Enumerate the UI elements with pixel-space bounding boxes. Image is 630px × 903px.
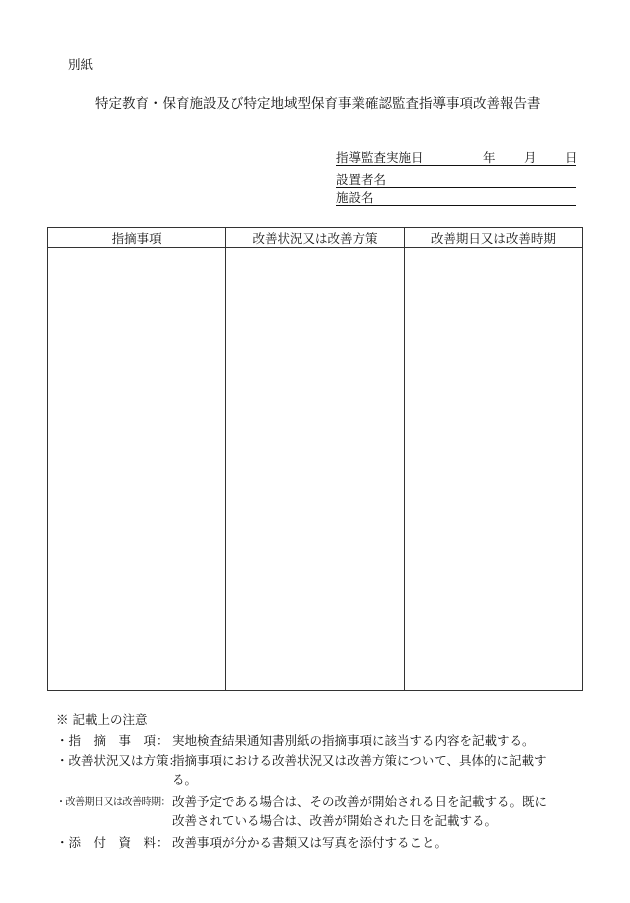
note-label: ・改善状況又は方策： xyxy=(56,753,182,768)
note-label: ・指 摘 事 項： xyxy=(56,733,169,748)
establisher-line xyxy=(336,170,576,188)
findings-cell xyxy=(48,248,226,691)
facility-label: 施設名 xyxy=(336,190,374,205)
month-label: 月 xyxy=(524,150,537,165)
annex-label: 別紙 xyxy=(68,57,94,72)
note-item xyxy=(56,731,170,749)
header-improvement: 改善状況又は改善方策 xyxy=(226,228,404,248)
header-deadline: 改善期日又は改善時期 xyxy=(404,228,582,248)
deadline-cell xyxy=(404,248,582,691)
note-text: 改善事項が分かる書類又は写真を添付すること。 xyxy=(172,835,448,850)
note-text: る。 xyxy=(172,772,198,787)
day-label: 日 xyxy=(565,150,578,165)
improvement-cell xyxy=(226,248,404,691)
note-text: 実地検査結果通知書別紙の指摘事項に該当する内容を記載する。 xyxy=(172,733,535,748)
note-label: ・添 付 資 料： xyxy=(56,835,169,850)
table-header-row xyxy=(48,228,583,248)
year-label: 年 xyxy=(483,150,496,165)
document-title: 特定教育・保育施設及び特定地域型保育事業確認監査指導事項改善報告書 xyxy=(95,96,541,112)
facility-line xyxy=(336,188,576,206)
audit-date-label: 指導監査実施日 xyxy=(336,150,424,165)
table-body-row xyxy=(48,248,583,691)
notes-heading: ※ 記載上の注意 xyxy=(56,712,148,727)
report-table xyxy=(47,227,583,691)
establisher-label: 設置者名 xyxy=(336,172,387,187)
note-text: 改善予定である場合は、その改善が開始される日を記載する。既に xyxy=(172,794,548,809)
note-item xyxy=(56,793,170,808)
header-findings: 指摘事項 xyxy=(48,228,226,248)
note-text: 指摘事項における改善状況又は改善方策について、具体的に記載す xyxy=(172,753,547,768)
note-item xyxy=(56,833,170,851)
note-item xyxy=(56,751,182,769)
audit-date-line xyxy=(336,148,576,166)
note-label: ・改善期日又は改善時期： xyxy=(56,797,170,808)
note-text: 改善されている場合は、改善が開始された日を記載する。 xyxy=(172,813,498,828)
